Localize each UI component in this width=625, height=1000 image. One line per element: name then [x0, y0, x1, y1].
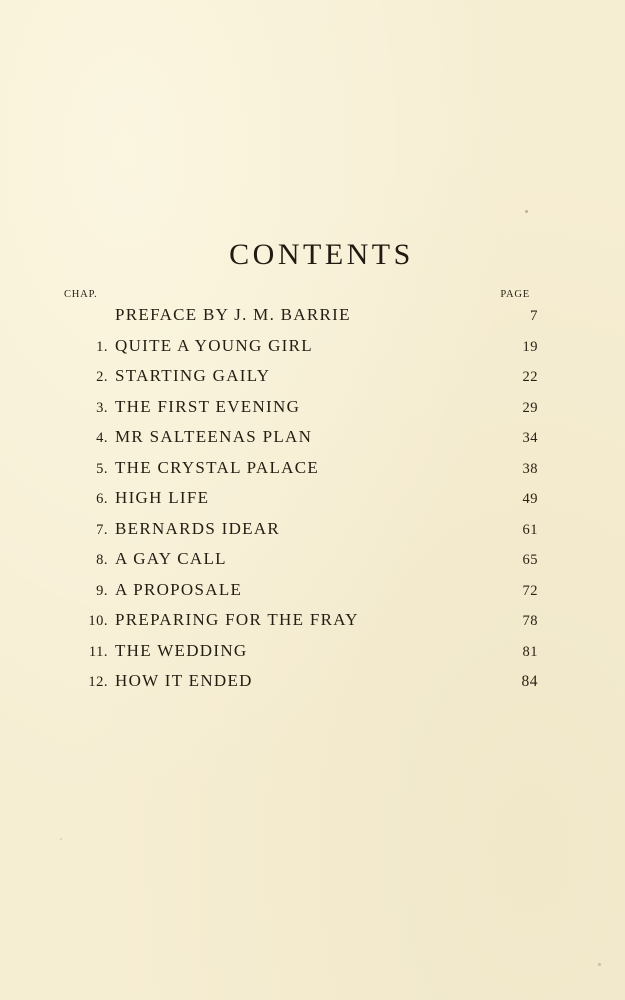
entry-page: 34 — [522, 430, 538, 446]
entry-page: 19 — [522, 338, 538, 355]
entry-number: 1. — [96, 338, 108, 355]
list-item[interactable] — [62, 580, 552, 611]
entry-number: 10. — [88, 613, 108, 629]
entry-title: HIGH LIFE — [115, 488, 210, 507]
entry-title: BERNARDS IDEAR — [115, 518, 281, 538]
entry-title: THE FIRST EVENING — [115, 396, 301, 416]
entry-number: 3. — [96, 399, 108, 416]
list-item[interactable] — [62, 641, 552, 672]
entry-number: 2. — [96, 369, 108, 385]
entry-title: A GAY CALL — [115, 549, 227, 568]
page-title: CONTENTS — [229, 238, 414, 271]
list-item[interactable] — [62, 671, 552, 702]
entry-page: 7 — [530, 308, 538, 324]
entry-number: 7. — [96, 521, 108, 538]
chapter-column-header: CHAP. — [64, 289, 98, 300]
list-item[interactable] — [62, 366, 552, 397]
entry-number: 6. — [96, 491, 108, 507]
entry-page: 29 — [522, 399, 538, 416]
list-item[interactable] — [62, 397, 552, 428]
entry-page: 49 — [522, 491, 538, 507]
list-item[interactable] — [62, 488, 552, 519]
paper-speck — [598, 963, 601, 966]
entry-number: 8. — [96, 552, 108, 568]
entry-number: 9. — [96, 582, 108, 599]
entry-title: MR SALTEENAS PLAN — [115, 427, 313, 446]
entry-page: 78 — [522, 613, 538, 629]
paper-speck — [60, 838, 62, 840]
entry-number: 12. — [88, 674, 108, 690]
entry-title: PREFACE BY J. M. BARRIE — [115, 305, 351, 324]
table-of-contents — [62, 289, 552, 702]
entry-page: 81 — [522, 643, 538, 660]
entry-title: THE CRYSTAL PALACE — [115, 457, 320, 477]
list-item[interactable] — [62, 336, 552, 367]
toc-column-headers — [62, 289, 552, 300]
entry-page: 22 — [522, 369, 538, 385]
entry-number: 11. — [88, 643, 108, 660]
entry-page: 65 — [522, 552, 538, 568]
list-item[interactable] — [62, 549, 552, 580]
entry-page: 72 — [522, 582, 538, 599]
entry-title: A PROPOSALE — [115, 579, 243, 599]
entry-page: 84 — [521, 673, 538, 690]
entry-number: 4. — [96, 430, 108, 446]
list-item[interactable] — [62, 519, 552, 550]
page-column-header: PAGE — [500, 289, 530, 300]
entry-title: THE WEDDING — [115, 640, 248, 660]
list-item[interactable] — [62, 427, 552, 458]
entry-page: 61 — [522, 521, 538, 538]
list-item[interactable] — [62, 610, 552, 641]
list-item[interactable] — [62, 305, 552, 336]
entry-title: QUITE A YOUNG GIRL — [115, 335, 313, 355]
entry-title: HOW IT ENDED — [115, 671, 253, 690]
paper-speck — [525, 210, 528, 213]
list-item[interactable] — [62, 458, 552, 489]
entry-page: 38 — [522, 460, 538, 477]
entry-number: 5. — [96, 460, 108, 477]
entry-title: PREPARING FOR THE FRAY — [115, 610, 359, 629]
entry-title: STARTING GAILY — [115, 366, 271, 385]
